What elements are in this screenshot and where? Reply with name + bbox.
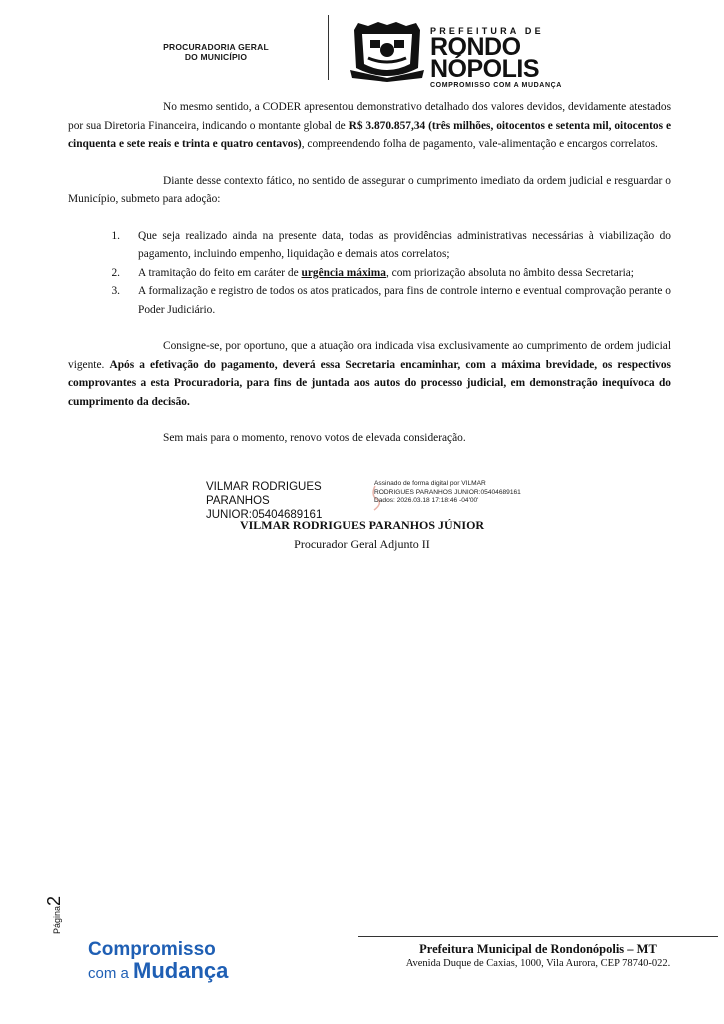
list-item-number: 3. xyxy=(111,285,120,297)
brand-logotype xyxy=(430,26,562,89)
footer-divider xyxy=(358,936,718,937)
brand-line-1: RONDO xyxy=(430,33,521,61)
p1-text-a: No mesmo sentido, a CODER apresentou demonstrativo detalhado dos valores devidos, devidamente atestados por sua Diretoria Financeira, indicando o montante global de xyxy=(68,101,671,132)
p3-bold-text: Após a efetivação do pagamento, deverá essa Secretaria encaminhar, com a máxima brevidade, os respectivos comprovantes a esta Procuradoria, para fins de juntada aos autos do processo judicial, em demonstração inequívoca do cumprimento da decisão. xyxy=(68,358,671,408)
measures-list xyxy=(68,227,671,320)
org-line-1: PROCURADORIA GERAL xyxy=(163,42,269,52)
footer-address-block xyxy=(358,941,718,971)
p1-amount: R$ 3.870.857,34 (três milhões, oitocentos e setenta mil, oitocentos e cinquenta e sete reais e trinta e quatro centavos) xyxy=(68,119,671,150)
item2-text-a: A tramitação do feito em caráter de xyxy=(138,266,302,279)
list-item xyxy=(68,227,671,264)
digital-info-line-1: Assinado de forma digital por VILMAR xyxy=(374,480,486,487)
footer-slogan xyxy=(88,940,228,985)
paragraph-3 xyxy=(68,337,671,411)
p1-text-b: , compreendendo folha de pagamento, vale-alimentação e encargos correlatos. xyxy=(301,138,658,150)
list-item xyxy=(68,282,671,319)
list-item-number: 2. xyxy=(111,266,120,279)
footer-address: Avenida Duque de Caxias, 1000, Vila Aurora, CEP 78740-022. xyxy=(405,958,671,969)
city-crest-logo xyxy=(348,20,426,82)
list-item-number: 1. xyxy=(111,229,120,242)
list-item-text: A formalização e registro de todos os atos praticados, para fins de controle interno e eventual comprovação perante o Poder Judiciário. xyxy=(138,285,671,316)
paragraph-2: Diante desse contexto fático, no sentido de assegurar o cumprimento imediato da ordem judicial e resguardar o Município, submeto para adoção: xyxy=(68,174,671,205)
item2-text-b: , com priorização absoluta no âmbito dessa Secretaria; xyxy=(385,266,634,279)
page-label: Página xyxy=(52,905,62,934)
page-number xyxy=(34,876,64,936)
item2-urgency: urgência máxima xyxy=(301,266,386,279)
digital-name-line-1: VILMAR RODRIGUES PARANHOS xyxy=(206,481,322,507)
org-line-2: DO MUNICÍPIO xyxy=(184,52,248,62)
digital-name-line-2: JUNIOR:05404689161 xyxy=(206,509,323,521)
document-body xyxy=(68,98,671,448)
list-item xyxy=(68,264,671,283)
digital-info-line-2: RODRIGUES PARANHOS JUNIOR:05404689161 xyxy=(374,488,521,496)
brand-prefix: PREFEITURA DE xyxy=(430,26,544,36)
list-item-text xyxy=(138,264,671,283)
list-item-text: Que seja realizado ainda na presente data, todas as providências administrativas necessárias à viabilização do pagamento, incluindo empenho, liquidação e demais atos correlatos; xyxy=(138,229,671,260)
signer-name: VILMAR RODRIGUES PARANHOS JÚNIOR xyxy=(239,518,485,532)
footer-org: Prefeitura Municipal de Rondonópolis – MT xyxy=(419,942,657,956)
brand-line-2: NÓPOLIS xyxy=(430,55,540,83)
digital-signature xyxy=(206,478,586,521)
brand-tagline: COMPROMISSO COM A MUDANÇA xyxy=(430,82,562,89)
closing-line: Sem mais para o momento, renovo votos de elevada consideração. xyxy=(163,432,466,444)
slogan-line-2 xyxy=(88,960,228,985)
digital-signer-name xyxy=(206,480,381,522)
signer-role: Procurador Geral Adjunto II xyxy=(294,537,430,551)
slogan-line-2a: com a xyxy=(88,965,134,982)
digital-info-line-3: Dados: 2026.03.18 17:18:46 -04'00' xyxy=(374,497,479,505)
slogan-line-2b: Mudança xyxy=(133,958,229,983)
slogan-line-1: Compromisso xyxy=(88,939,216,960)
p3-text: Consigne-se, por oportuno, que a atuação ora indicada visa exclusivamente ao cumprimento de ordem judicial vigente. xyxy=(68,340,671,371)
org-header xyxy=(126,42,306,62)
paragraph-1 xyxy=(68,98,671,154)
header-divider xyxy=(328,15,329,80)
digital-signature-info xyxy=(374,480,574,506)
page-number-value: 2 xyxy=(44,895,64,906)
